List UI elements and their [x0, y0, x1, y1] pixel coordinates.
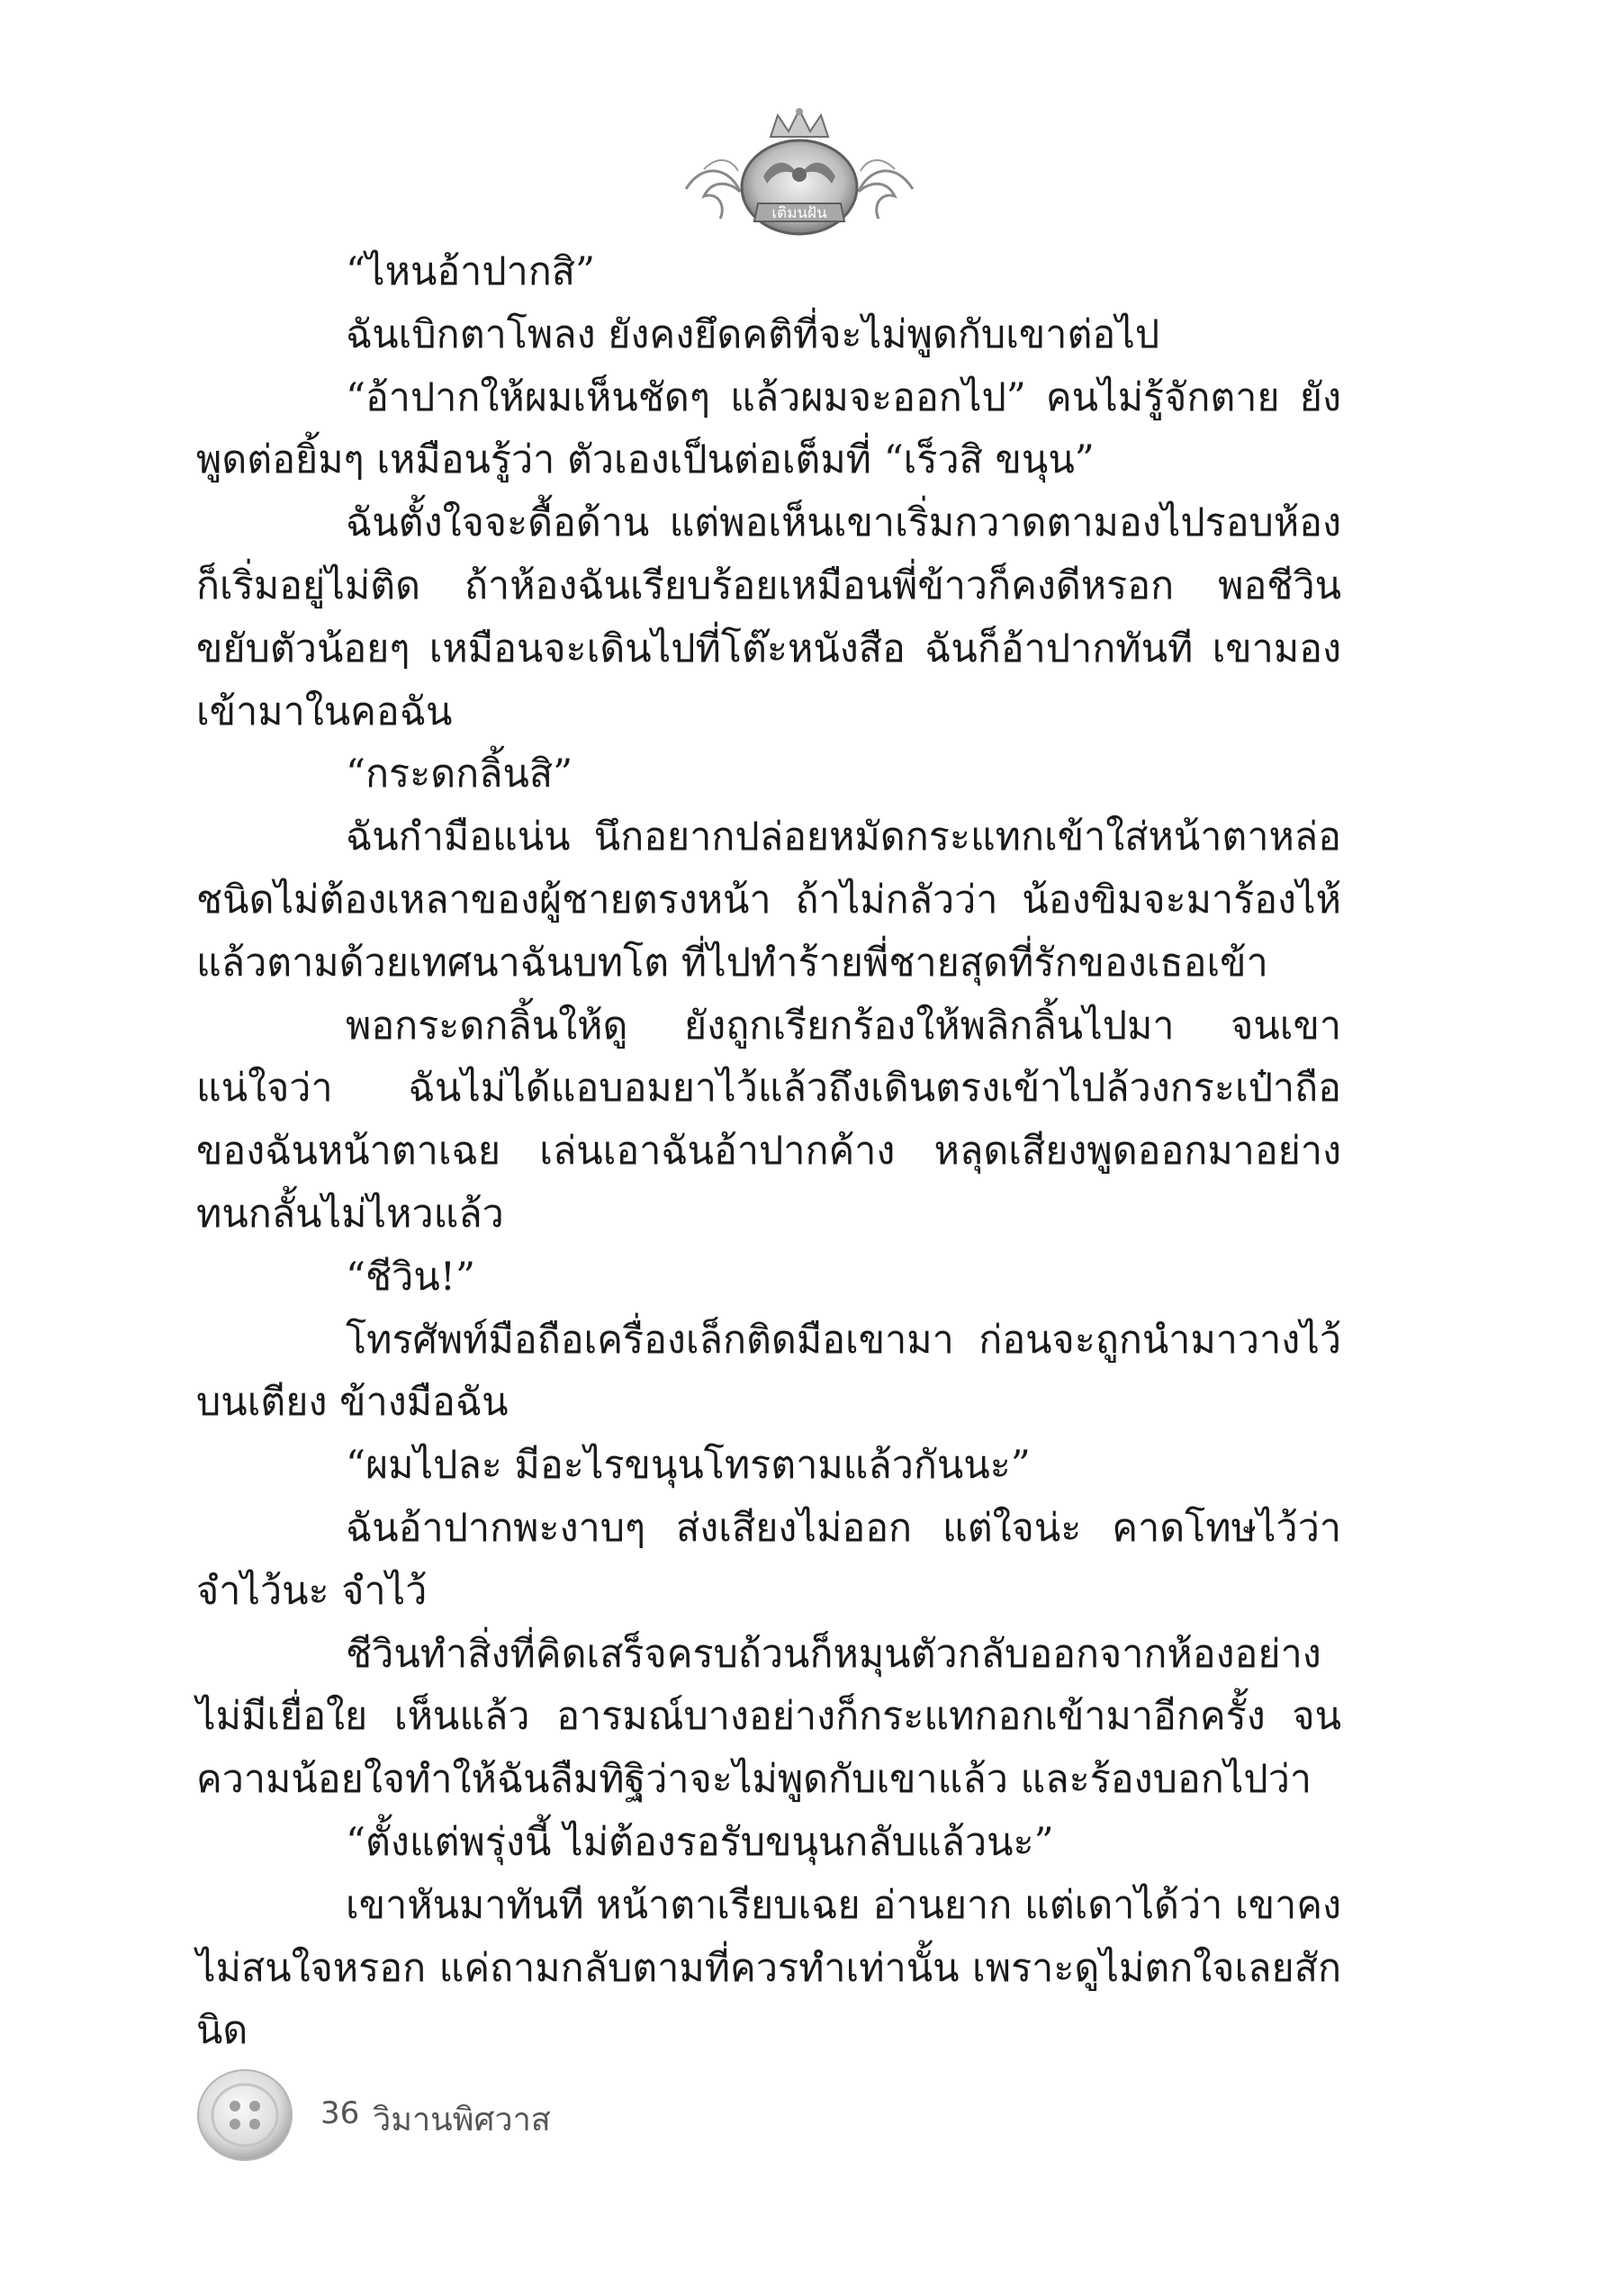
- paragraph: โทรศัพท์มือถือเครื่องเล็กติดมือเขามา ก่อนจะถูกนำมาวางไว้ บนเตียง ข้างมือฉัน: [196, 1317, 1341, 1426]
- paragraph: “ตั้งแต่พรุ่งนี้ ไม่ต้องรอรับขนุนกลับแล้วนะ”: [346, 1819, 1054, 1865]
- paragraph: “ไหนอ้าปากสิ”: [346, 249, 596, 294]
- paragraph: ฉันอ้าปากพะงาบๆ ส่งเสียงไม่ออก แต่ใจน่ะ คาดโทษไว้ว่า จำไว้นะ จำไว้: [196, 1505, 1341, 1614]
- button-icon: [193, 2063, 301, 2171]
- crest-emblem-icon: [677, 106, 922, 238]
- paragraph: ฉันเบิกตาโพลง ยังคงยึดคติที่จะไม่พูดกับเขาต่อไป: [346, 311, 1160, 357]
- page-footer: [193, 2063, 823, 2171]
- paragraph: “อ้าปากให้ผมเห็นชัดๆ แล้วผมจะออกไป” คนไม่รู้จักตาย ยังพูดต่อยิ้มๆ เหมือนรู้ว่า ตัวเองเป็นต่อเต็มที่ “เร็วสิ ขนุน”: [196, 374, 1341, 483]
- paragraph: “ผมไปละ มีอะไรขนุนโทรตามแล้วกันนะ”: [346, 1443, 1031, 1489]
- chapter-body: [196, 241, 1341, 2063]
- emblem-label: เติมนฝัน: [771, 204, 827, 222]
- book-title: วิมานพิศวาส: [373, 2102, 551, 2138]
- paragraph: ชีวินทำสิ่งที่คิดเสร็จครบถ้วนก็หมุนตัวกลับออกจากห้องอย่าง ไม่มีเยื่อใย เห็นแล้ว อารมณ์บางอย่างก็กระแทกอกเข้ามาอีกครั้ง จน ความน้อยใจทำให้ฉันลืมทิฐิว่าจะไม่พูดกับเขาแล้ว และร้องบอกไปว่า: [196, 1631, 1341, 1803]
- paragraph: ฉันตั้งใจจะดื้อด้าน แต่พอเห็นเขาเริ่มกวาดตามองไปรอบห้อง ก็เริ่มอยู่ไม่ติด ถ้าห้องฉันเรียบร้อยเหมือนพี่ข้าวก็คงดีหรอก พอชีวิน ขยับตัวน้อยๆ เหมือนจะเดินไปที่โต๊ะหนังสือ ฉันก็อ้าปากทันที เขามอง เข้ามาในคอฉัน: [196, 500, 1341, 734]
- paragraph: “กระดกลิ้นสิ”: [346, 752, 573, 797]
- page-number: 36: [320, 2095, 360, 2131]
- paragraph: ฉันกำมือแน่น นึกอยากปล่อยหมัดกระแทกเข้าใส่หน้าตาหล่อ ชนิดไม่ต้องเหลาของผู้ชายตรงหน้า ถ้าไม่กลัวว่า น้องขิมจะมาร้องไห้ แล้วตามด้วยเทศนาฉันบทโต ที่ไปทำร้ายพี่ชายสุดที่รักของเธอเข้า: [196, 815, 1341, 986]
- paragraph: พอกระดกลิ้นให้ดู ยังถูกเรียกร้องให้พลิกลิ้นไปมา จนเขา แน่ใจว่า ฉันไม่ได้แอบอมยาไว้แล้วถึงเดินตรงเข้าไปล้วงกระเป๋าถือ ของฉันหน้าตาเฉย เล่นเอาฉันอ้าปากค้าง หลุดเสียงพูดออกมาอย่าง ทนกลั้นไม่ไหวแล้ว: [196, 1003, 1341, 1237]
- paragraph: เขาหันมาทันที หน้าตาเรียบเฉย อ่านยาก แต่เดาได้ว่า เขาคง ไม่สนใจหรอก แค่ถามกลับตามที่ควรทำเท่านั้น เพราะดูไม่ตกใจเลยสักนิด: [196, 1882, 1341, 2054]
- paragraph: “ชีวิน!”: [346, 1254, 475, 1300]
